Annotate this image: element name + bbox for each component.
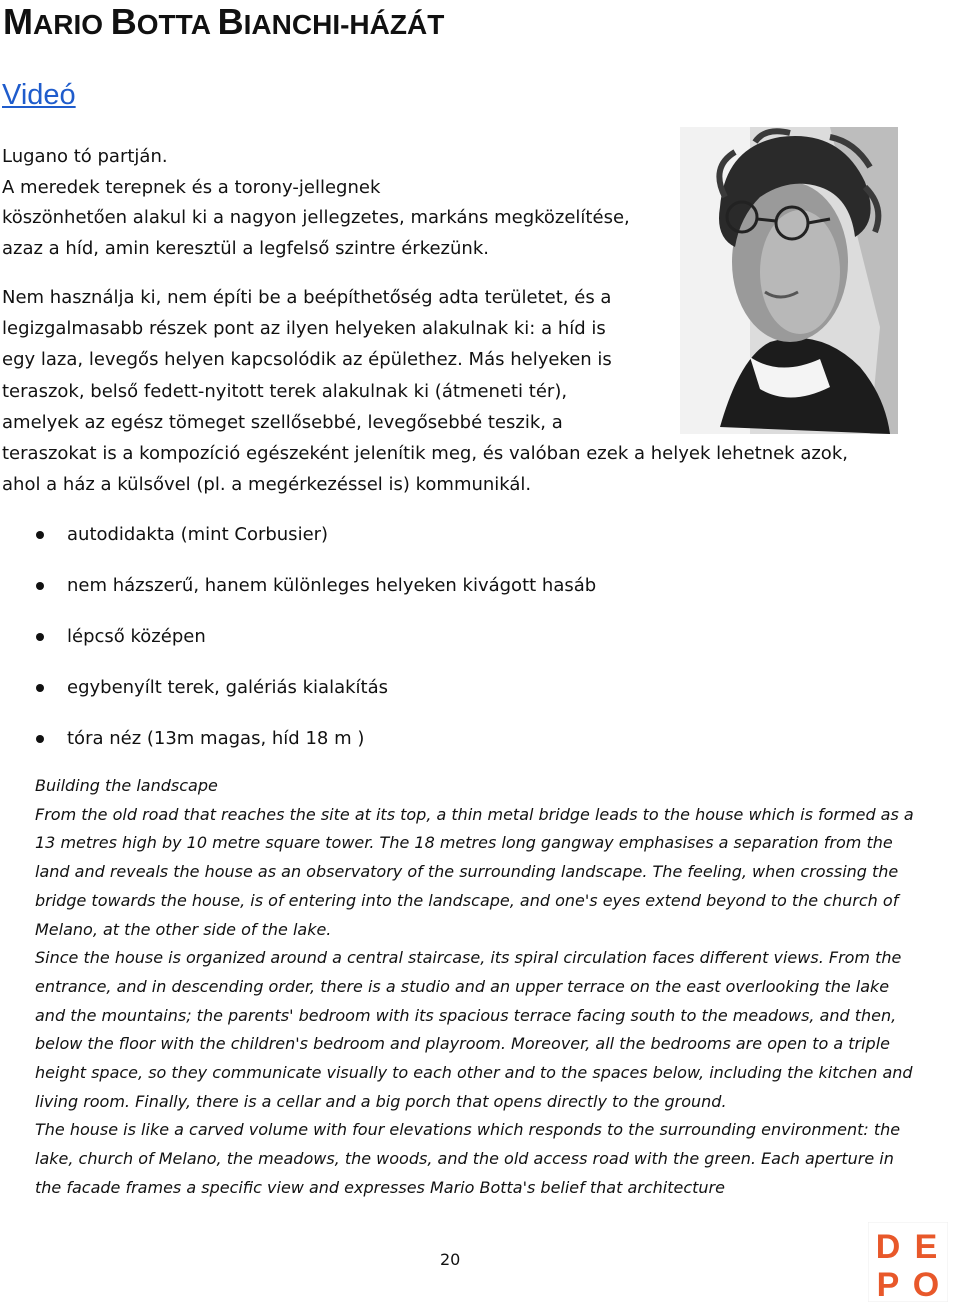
english-heading: Building the landscape	[35, 776, 218, 795]
english-paragraph: Since the house is organized around a central staircase, its spiral circulation faces different views. From the entrance, and in descending order, there is a studio and an upper terrace on the east overlooking the lake and the mountains; the parents' bedroom with its spacious terrace facing south to the meadows, and then, below the floor with the children's bedroom and playroom. Moreover, all the bedrooms are open to a triple height space, so they communicate visually to each other and to the spaces below, including the kitchen and living room. Finally, there is a cellar and a big porch that opens directly to the ground.	[35, 948, 913, 1111]
title-word-1: MARIO	[3, 1, 111, 42]
feature-list	[0, 518, 596, 773]
depo-logo-mark	[868, 1222, 948, 1302]
page-title	[3, 0, 444, 47]
intro-line: köszönhetően alakul ki a nagyon jellegzetes, markáns megközelítése,	[2, 207, 630, 228]
title-word-2: BOTTA	[110, 1, 218, 42]
logo-letter: P	[876, 1266, 900, 1302]
video-link[interactable]: Videó	[2, 79, 76, 111]
depo-logo	[868, 1222, 948, 1302]
page-number: 20	[440, 1250, 461, 1269]
logo-letter: O	[912, 1266, 940, 1302]
list-item: tóra néz (13m magas, híd 18 m )	[0, 722, 596, 773]
list-item: nem házszerű, hanem különleges helyeken kivágott hasáb	[0, 569, 596, 620]
description-paragraph	[2, 282, 882, 500]
logo-letter: E	[914, 1228, 938, 1266]
intro-line: Lugano tó partján.	[2, 146, 168, 167]
description-text: Nem használja ki, nem építi be a beépíthetőség adta területet, és a legizgalmasabb részek pont az ilyen helyeken alakulnak ki: a híd is egy laza, levegős helyen kapcsolódik az épülethez. Más helyeken is teraszok, belső fedett-nyitott terek alakulnak ki (átmeneti tér), amelyek az egész tömeget szellősebbé, levegősebbé teszik, a teraszokat is a kompozíció egészeként jelenítik meg, és valóban ezek a helyek lehetnek azok, ahol a ház a külsővel (pl. a megérkezéssel is) kommunikál.	[2, 287, 848, 496]
english-paragraph: From the old road that reaches the site at its top, a thin metal bridge leads to the house which is formed as a 13 metres high by 10 metre square tower. The 18 metres long gangway emphasises a separation from the land and reveals the house as an observatory of the surrounding landscape. The feeling, when crossing the bridge towards the house, is of entering into the landscape, and one's eyes extend beyond to the church of Melano, at the other side of the lake.	[35, 804, 914, 939]
logo-letter: D	[875, 1228, 901, 1266]
intro-line: azaz a híd, amin keresztül a legfelső szintre érkezünk.	[2, 237, 489, 259]
intro-paragraph	[2, 142, 642, 264]
english-description	[35, 772, 915, 1203]
title-word-3: BIANCHI-HÁZÁT	[217, 1, 445, 42]
photo-wrap-spacer	[637, 282, 882, 437]
list-item: lépcső középen	[0, 620, 596, 671]
list-item: egybenyílt terek, galériás kialakítás	[0, 671, 596, 722]
english-paragraph: The house is like a carved volume with four elevations which responds to the surrounding environment: the lake, church of Melano, the meadows, the woods, and the old access road with the green. Each aperture in the facade frames a specific view and expresses Mario Botta's belief that architecture	[35, 1120, 901, 1197]
list-item: autodidakta (mint Corbusier)	[0, 518, 596, 569]
intro-line: A meredek terepnek és a torony-jellegnek	[2, 176, 381, 198]
